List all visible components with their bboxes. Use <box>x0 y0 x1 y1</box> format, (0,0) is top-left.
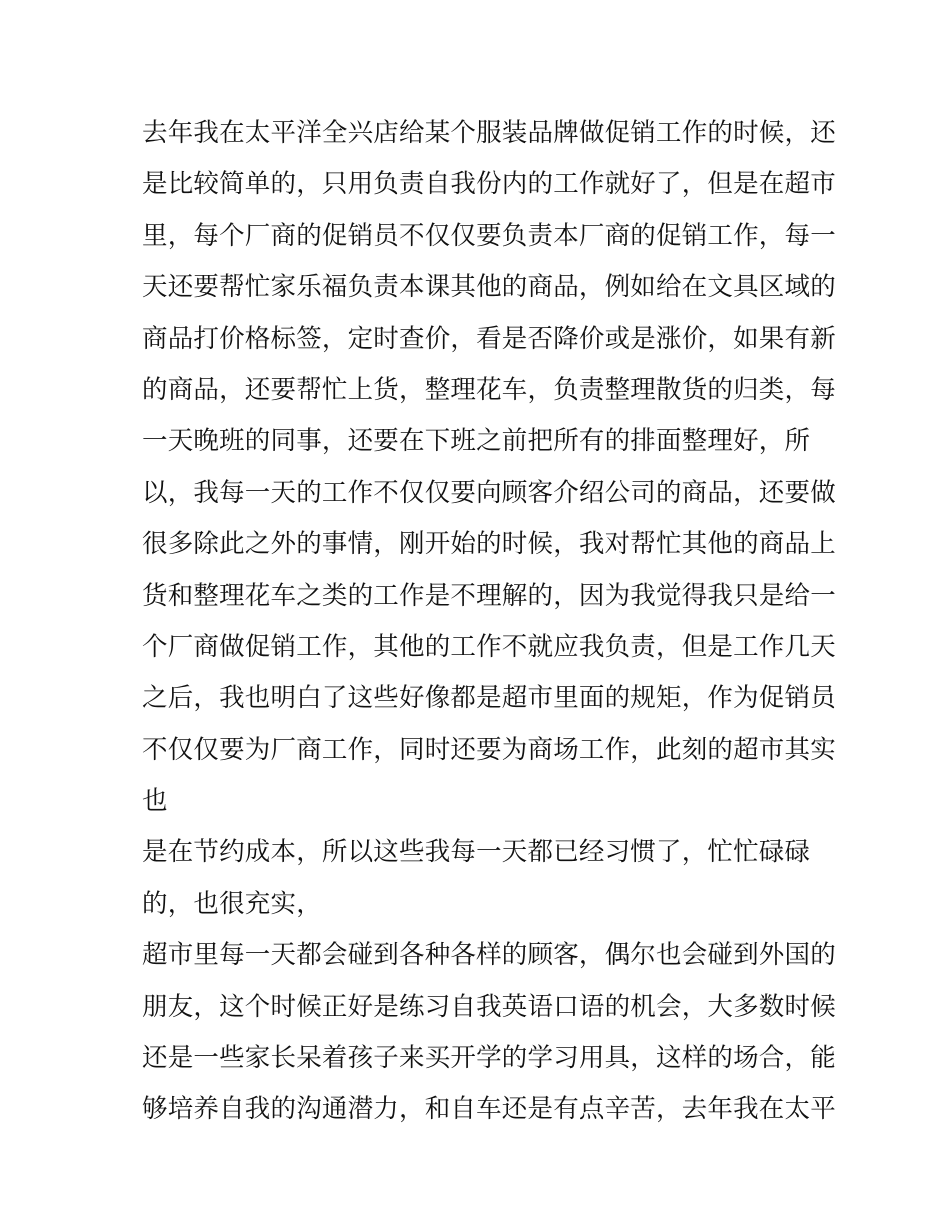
text-line: 的，也很充实， <box>142 888 322 919</box>
body-text <box>142 108 836 1136</box>
text-line: 以，我每一天的工作不仅仅要向顾客介绍公司的商品，还要做 <box>142 477 836 508</box>
text-line: 里，每个厂商的促销员不仅仅要负责本厂商的促销工作，每一 <box>142 220 836 251</box>
text-line: 不仅仅要为厂商工作，同时还要为商场工作，此刻的超市其实 <box>142 734 836 765</box>
text-line: 商品打价格标签，定时查价，看是否降价或是涨价，如果有新 <box>142 323 836 354</box>
text-line: 还是一些家长呆着孩子来买开学的学习用具，这样的场合，能 <box>142 1043 836 1074</box>
text-line: 朋友，这个时候正好是练习自我英语口语的机会，大多数时候 <box>142 991 836 1022</box>
text-line: 是在节约成本，所以这些我每一天都已经习惯了，忙忙碌碌 <box>142 837 811 868</box>
text-line: 天还要帮忙家乐福负责本课其他的商品，例如给在文具区域的 <box>142 272 836 303</box>
text-line: 之后，我也明白了这些好像都是超市里面的规矩，作为促销员 <box>142 683 836 714</box>
text-line: 的商品，还要帮忙上货，整理花车，负责整理散货的归类，每 <box>142 374 836 405</box>
text-line: 去年我在太平洋全兴店给某个服装品牌做促销工作的时候，还 <box>142 118 836 148</box>
text-line: 也 <box>142 786 168 817</box>
text-line: 是比较简单的，只用负责自我份内的工作就好了，但是在超市 <box>142 169 836 200</box>
text-line: 够培养自我的沟通潜力，和自车还是有点辛苦，去年我在太平 <box>142 1094 836 1125</box>
text-line: 个厂商做促销工作，其他的工作不就应我负责，但是工作几天 <box>142 631 836 662</box>
text-line: 货和整理花车之类的工作是不理解的，因为我觉得我只是给一 <box>142 580 836 611</box>
text-line: 一天晚班的同事，还要在下班之前把所有的排面整理好，所 <box>142 426 811 457</box>
text-line: 超市里每一天都会碰到各种各样的顾客，偶尔也会碰到外国的 <box>142 940 836 971</box>
text-line: 很多除此之外的事情，刚开始的时候，我对帮忙其他的商品上 <box>142 529 836 560</box>
